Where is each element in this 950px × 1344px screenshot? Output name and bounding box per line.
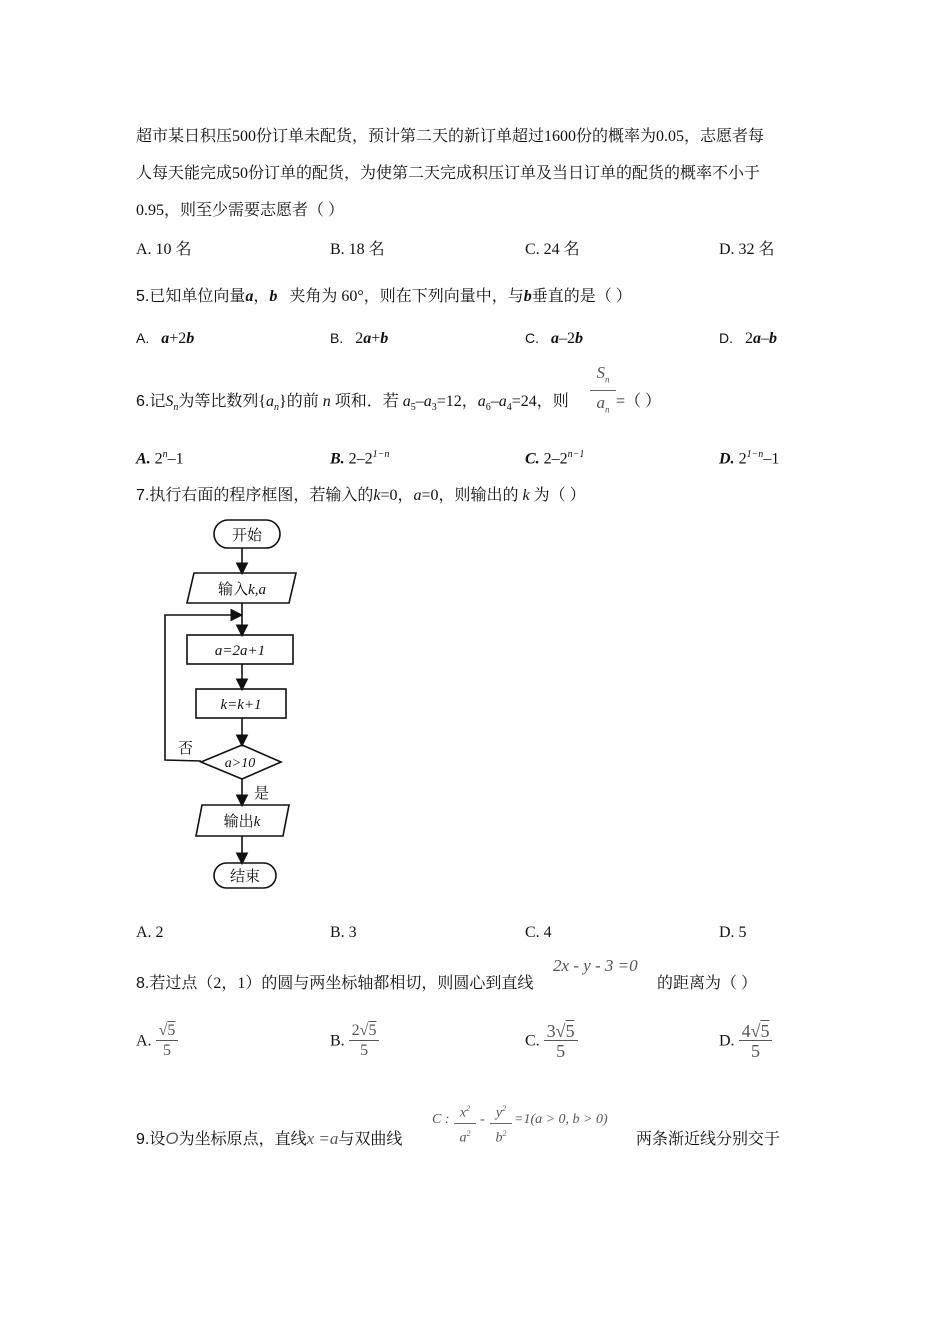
hyperbola-frac-x [454,1100,476,1148]
q7-k: k [373,487,381,504]
flow-condition-label: a>10 [224,756,256,771]
q9-stem-start [136,1126,402,1149]
q7-a: a [413,487,422,504]
frac-b-sq: 2 [502,1128,507,1138]
flow-output-pre: 输出 [223,814,254,830]
frac-x: x [459,1105,467,1121]
vector-a: a [245,288,254,305]
option-v1: a [753,330,761,347]
q9-text-3: 与双曲线 [338,1131,403,1148]
option-mid: – [761,330,769,347]
q9-number: 9. [136,1131,150,1148]
q9-origin: O [165,1129,179,1148]
frac-radicand: 5 [167,1022,176,1039]
option-rest: –1 [167,450,184,468]
q6-sub-n: n [173,402,179,414]
q9-text-2: 为坐标原点，直线 [178,1131,307,1148]
frac-den: 5 [162,1042,171,1059]
frac-num-S: S [596,363,605,382]
frac-x-sq: 2 [466,1104,471,1113]
option-mid: –2 [559,330,575,347]
flow-output-var: k [253,814,261,830]
q6-option-b[interactable] [330,449,389,468]
q7-text-4: 为（ ） [533,487,586,504]
frac-y-sq: 2 [502,1104,507,1113]
q6-stem [136,388,569,413]
option-label: A. [136,1032,152,1050]
frac-num-sub: n [605,374,610,385]
q6-n: n [322,393,331,410]
option-label: D. [719,1032,735,1050]
q5-option-c[interactable] [525,330,583,348]
option-pre: 2 [355,330,364,347]
frac-a: a [459,1130,467,1146]
flow-yes-label: 是 [254,786,270,802]
q5-sep: ， [253,288,270,305]
q8-line-equation: 2x - y - 3 =0 [553,956,638,975]
frac-coef: 4 [741,1021,751,1041]
option-label: D. [719,450,735,468]
option-mid: +2 [169,330,187,347]
option-pre: 2 [745,330,753,347]
frac-den: 5 [556,1041,566,1061]
q5-option-b[interactable] [330,330,388,348]
frac-a-sq: 2 [466,1128,471,1138]
option-label: B. [330,450,345,468]
frac-den-a: a [596,393,605,413]
frac-den: 5 [360,1042,369,1059]
q9-text-1: 设 [149,1131,166,1148]
hyperbola-minus: - [480,1112,485,1127]
flow-output-label [224,813,261,830]
q4-stem [136,118,826,229]
q6-option-a[interactable] [136,449,184,468]
flowchart [150,510,320,900]
q4-line3: 0.95，则至少需要志愿者（ ） [136,202,345,219]
q6-text-2: 为等比数列{ [178,393,267,410]
option-sup: 1−n [372,449,390,460]
option-label: C. [525,1032,540,1050]
q6-text-3: }的前 [279,393,319,410]
q6-a: a [266,393,275,410]
flow-start-label: 开始 [231,528,263,544]
option-fraction: $\frac{√5}{5}$ [156,1022,179,1061]
q6-value-2: =24，则 [511,393,569,410]
q6-fraction [590,362,616,422]
q4-line2: 人每天能完成50份订单的配货，为使第二天完成积压订单及当日订单的配货的概率不小于 [136,165,761,182]
q7-option-c[interactable]: C. 4 [525,924,552,941]
frac-den-sub: n [605,404,610,415]
q5-stem [136,283,632,306]
q8-option-c[interactable] [525,1022,578,1061]
q6-sub-6: 6 [485,402,491,414]
q8-number: 8. [136,975,150,992]
q5-number: 5. [136,288,150,305]
q4-option-c[interactable]: C. 24 名 [525,241,580,258]
flow-loop-line [165,615,240,761]
option-base: 2 [738,450,747,468]
q7-text-2: =0， [380,487,414,504]
option-label: A. [136,330,150,346]
q6-text-4: 项和．若 [334,393,399,410]
option-fraction: $\frac{2√5}{5}$ [349,1022,380,1061]
vector-b-2: b [523,288,532,305]
option-v2: b [186,330,195,347]
flow-input-label [218,581,266,598]
q7-number: 7. [136,487,150,504]
q5-option-a[interactable] [136,330,194,348]
q4-line1: 超市某日积压500份订单未配货，预计第二天的新订单超过1600份的概率为0.05，志愿者每 [136,128,765,145]
option-base: 2–2 [348,450,373,468]
option-label: B. [330,1032,345,1050]
option-fraction: $\frac{3√5}{5}$ [544,1022,578,1061]
q6-option-d[interactable] [719,449,779,468]
q5-text-2: 夹角为 60°，则在下列向量中，与 [289,288,524,305]
frac-coef: 3 [546,1021,556,1041]
q6-text-1: 记 [149,393,166,410]
flow-step1-label: a=2a+1 [214,643,266,659]
q5-text-3: 垂直的是（ ） [531,288,632,305]
q7-k-2: k [522,487,530,504]
hyperbola-rhs: =1(a > 0, b > 0) [514,1112,608,1127]
q6-a4: a [498,393,507,410]
q6-sub-3: 3 [431,402,437,414]
option-label: D. [719,330,733,346]
q5-option-d[interactable] [719,330,777,348]
option-v1: a [363,330,372,347]
option-label: C. [525,450,540,468]
option-v1: a [161,330,170,347]
q6-sub-5: 5 [410,402,416,414]
frac-b: b [495,1130,503,1146]
frac-radicand: 5 [368,1022,377,1039]
frac-radicand: 5 [760,1021,770,1041]
q8-stem [136,970,533,993]
q4-option-d[interactable]: D. 32 名 [719,241,775,258]
frac-radicand: 5 [565,1021,575,1041]
option-v2: b [380,330,389,347]
hyperbola-C: C : [432,1112,450,1127]
q4-option-b[interactable]: B. 18 名 [330,241,385,258]
q6-number: 6. [136,393,150,410]
q9-line-x-eq-a: x =a [306,1129,339,1148]
q6-value-1: =12， [436,393,478,410]
q8-tail: 的距离为（ ） [657,975,758,992]
q6-sub-n-2: n [274,402,280,414]
q6-a5: a [402,393,411,410]
frac-y: y [495,1105,503,1121]
q7-option-a[interactable]: A. 2 [136,924,164,941]
q6-option-c[interactable] [525,449,584,468]
q7-text-3: =0，则输出的 [421,487,519,504]
q6-minus-2: – [490,393,499,410]
q7-option-b[interactable]: B. 3 [330,924,357,941]
flow-input-pre: 输入 [218,582,249,598]
flow-no-label: 否 [178,741,194,757]
q9-tail: 两条渐近线分别交于 [636,1131,781,1148]
flow-end-label: 结束 [229,869,261,885]
option-sup: 1−n [746,449,764,460]
flow-input-vars: k,a [248,582,266,598]
option-rest: –1 [763,450,780,468]
option-label: C. [525,330,539,346]
frac-den: 5 [751,1041,760,1061]
q7-option-d[interactable]: D. 5 [719,924,747,941]
option-sup: n−1 [567,449,585,460]
q6-minus: – [415,393,424,410]
q6-tail: =（ ） [616,393,662,410]
option-label: B. [330,330,344,346]
q5-text-1: 已知单位向量 [149,288,246,305]
flow-step2-label: k=k+1 [220,697,262,713]
hyperbola-frac-y [490,1100,512,1148]
frac-coef: 2 [351,1022,360,1039]
q4-option-a[interactable]: A. 10 名 [136,241,192,258]
q8-option-d[interactable] [719,1022,772,1061]
q6-a3: a [423,393,432,410]
option-sup: n [162,449,168,460]
option-base: 2–2 [543,450,568,468]
q8-option-b[interactable] [330,1022,379,1061]
option-mid: + [371,330,381,347]
q6-sub-4: 4 [506,402,512,414]
option-v2: b [769,330,777,347]
option-v2: b [575,330,583,347]
option-v1: a [551,330,559,347]
q6-S: S [165,393,174,410]
option-label: A. [136,450,151,468]
vector-b: b [269,288,278,305]
q6-a6: a [477,393,486,410]
option-base: 2 [154,450,163,468]
q8-text-1: 若过点（2，1）的圆与两坐标轴都相切，则圆心到直线 [149,975,534,992]
q8-option-a[interactable] [136,1022,178,1061]
q7-text-1: 执行右面的程序框图，若输入的 [149,487,374,504]
option-fraction: $\frac{4√5}{5}$ [739,1022,773,1061]
q7-stem [136,482,586,505]
